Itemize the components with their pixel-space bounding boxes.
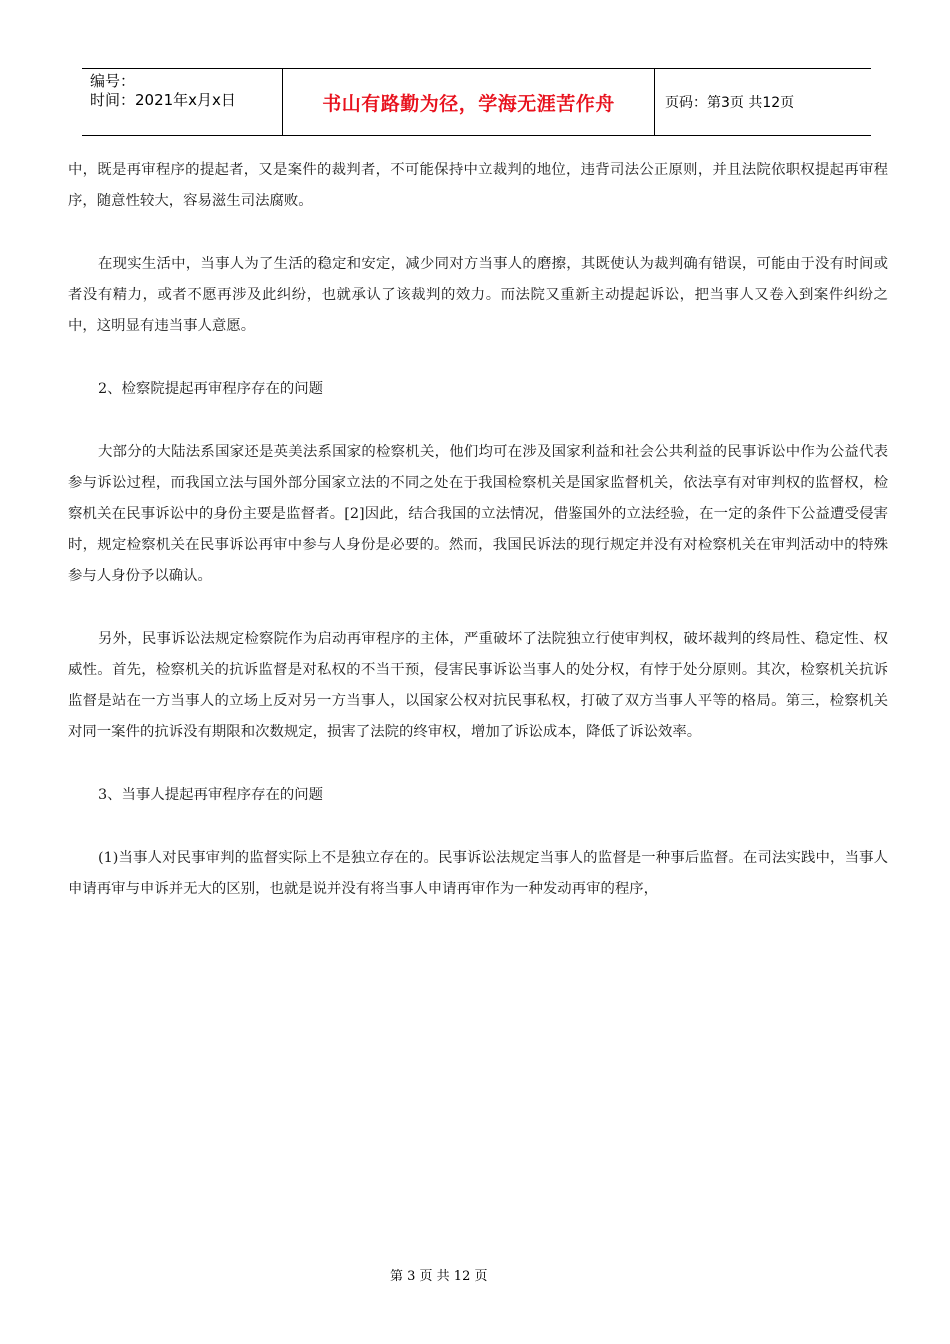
date-label: 时间：2021年x月x日 [90, 91, 236, 109]
header-motto-cell [282, 69, 655, 135]
header-meta [82, 69, 282, 135]
paragraph: (1)当事人对民事审判的监督实际上不是独立存在的。民事诉讼法规定当事人的监督是一种事后监督。在司法实践中，当事人申请再审与申诉并无大的区别，也就是说并没有将当事人申请再审作为一种发动再审的程序， [68, 850, 888, 897]
paragraph: 在现实生活中，当事人为了生活的稳定和安定，减少同对方当事人的磨擦，其既使认为裁判确有错误，可能由于没有时间或者没有精力，或者不愿再涉及此纠纷，也就承认了该裁判的效力。而法院又重新主动提起诉讼，把当事人又卷入到案件纠纷之中，这明显有违当事人意愿。 [68, 256, 888, 334]
section-heading: 2、检察院提起再审程序存在的问题 [98, 381, 324, 397]
number-label: 编号： [90, 72, 136, 90]
document-body [68, 155, 888, 937]
section-heading: 3、当事人提起再审程序存在的问题 [98, 787, 324, 803]
paragraph: 大部分的大陆法系国家还是英美法系国家的检察机关，他们均可在涉及国家利益和社会公共利益的民事诉讼中作为公益代表参与诉讼过程，而我国立法与国外部分国家立法的不同之处在于我国检察机关是国家监督机关，依法享有对审判权的监督权，检察机关在民事诉讼中的身份主要是监督者。[2]因此，结合我国的立法情况，借鉴国外的立法经验，在一定的条件下公益遭受侵害时，规定检察机关在民事诉讼再审中参与人身份是必要的。然而，我国民诉法的现行规定并没有对检察机关在审判活动中的特殊参与人身份予以确认。 [68, 444, 888, 584]
motto-text: 书山有路勤为径，学海无涯苦作舟 [322, 92, 615, 115]
page-info: 页码：第3页 共12页 [665, 95, 795, 111]
document-header [82, 68, 871, 136]
page-footer: 第 3 页 共 12 页 [390, 1269, 488, 1284]
paragraph: 另外，民事诉讼法规定检察院作为启动再审程序的主体，严重破坏了法院独立行使审判权，破坏裁判的终局性、稳定性、权威性。首先，检察机关的抗诉监督是对私权的不当干预，侵害民事诉讼当事人的处分权，有悖于处分原则。其次，检察机关抗诉监督是站在一方当事人的立场上反对另一方当事人，以国家公权对抗民事私权，打破了双方当事人平等的格局。第三，检察机关对同一案件的抗诉没有期限和次数规定，损害了法院的终审权，增加了诉讼成本，降低了诉讼效率。 [68, 631, 888, 740]
paragraph: 中，既是再审程序的提起者，又是案件的裁判者，不可能保持中立裁判的地位，违背司法公正原则，并且法院依职权提起再审程序，随意性较大，容易滋生司法腐败。 [68, 162, 888, 209]
